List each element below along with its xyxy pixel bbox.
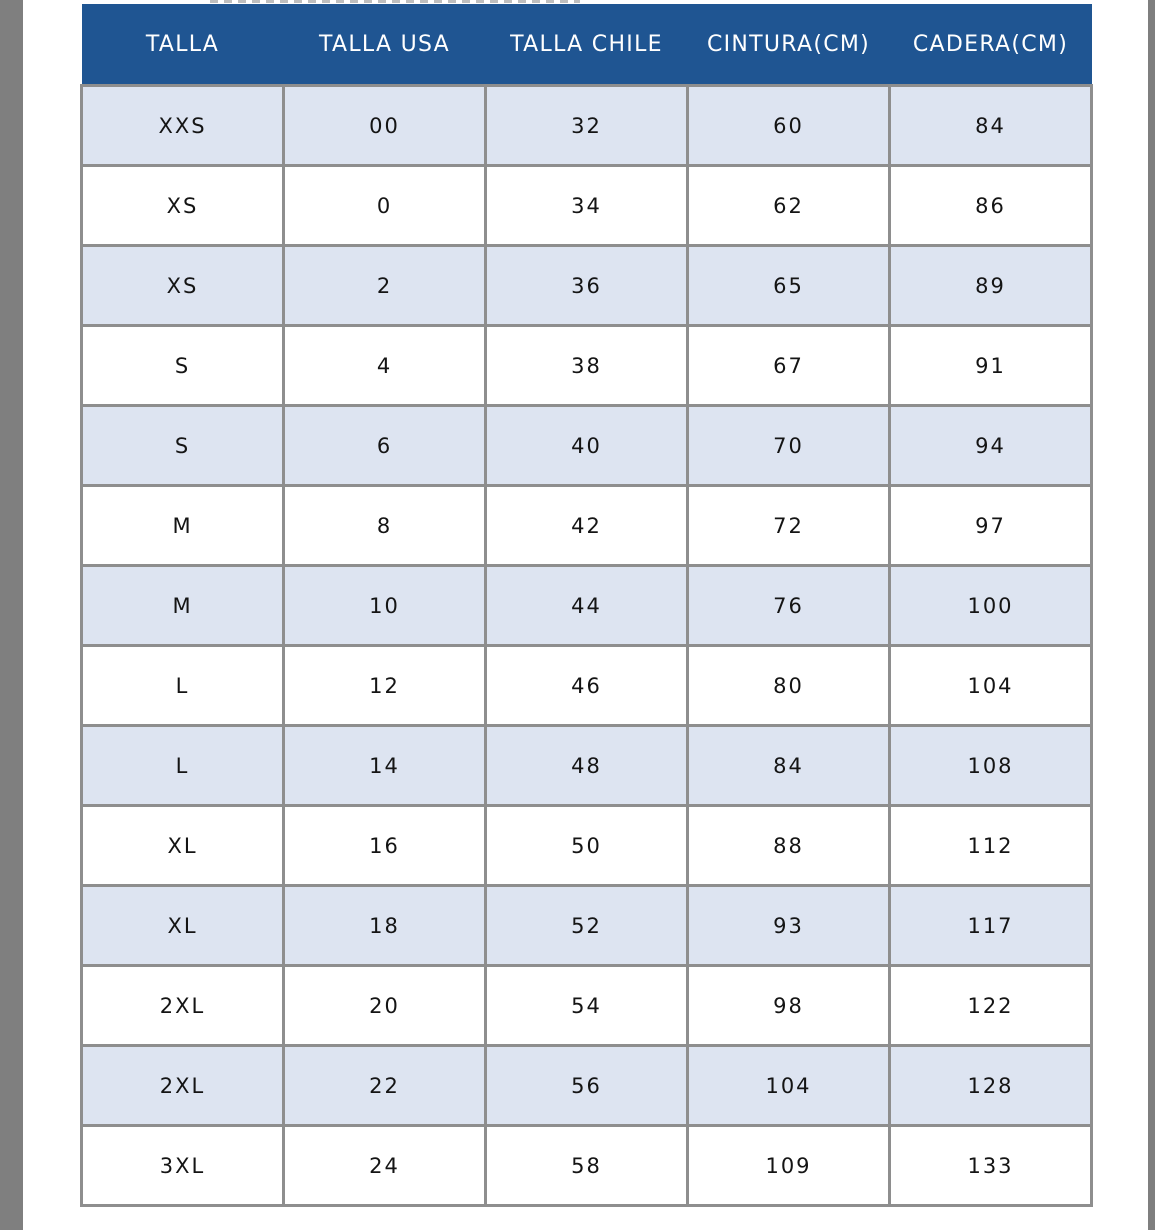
size-chart-header — [82, 4, 1092, 86]
cell-cintura: 60 — [688, 86, 890, 166]
cell-talla: M — [82, 486, 284, 566]
table-row — [82, 886, 1092, 966]
header-cintura: CINTURA(CM) — [688, 4, 890, 86]
cell-cadera: 86 — [890, 166, 1092, 246]
table-row — [82, 406, 1092, 486]
cell-cadera: 104 — [890, 646, 1092, 726]
cell-talla: S — [82, 326, 284, 406]
cell-cintura: 65 — [688, 246, 890, 326]
header-talla: TALLA — [82, 4, 284, 86]
size-chart-body — [82, 86, 1092, 1206]
cell-cintura: 88 — [688, 806, 890, 886]
cell-cintura: 67 — [688, 326, 890, 406]
cell-talla-chile: 40 — [486, 406, 688, 486]
table-row — [82, 726, 1092, 806]
cell-talla-chile: 58 — [486, 1126, 688, 1206]
cell-talla-chile: 54 — [486, 966, 688, 1046]
cell-talla-chile: 52 — [486, 886, 688, 966]
cell-talla-chile: 46 — [486, 646, 688, 726]
header-cadera: CADERA(CM) — [890, 4, 1092, 86]
size-chart-table — [80, 4, 1093, 1207]
cell-talla-usa: 8 — [284, 486, 486, 566]
cell-talla: M — [82, 566, 284, 646]
cell-cintura: 80 — [688, 646, 890, 726]
cell-cadera: 100 — [890, 566, 1092, 646]
cell-talla-chile: 38 — [486, 326, 688, 406]
cell-talla-usa: 16 — [284, 806, 486, 886]
table-row — [82, 966, 1092, 1046]
right-gray-frame — [1148, 0, 1155, 1230]
table-row — [82, 1126, 1092, 1206]
cell-cintura: 70 — [688, 406, 890, 486]
table-row — [82, 806, 1092, 886]
cell-talla: XS — [82, 166, 284, 246]
cell-cadera: 117 — [890, 886, 1092, 966]
cell-talla-usa: 12 — [284, 646, 486, 726]
cell-talla-usa: 4 — [284, 326, 486, 406]
cell-talla-usa: 6 — [284, 406, 486, 486]
table-row — [82, 1046, 1092, 1126]
cell-cintura: 104 — [688, 1046, 890, 1126]
cell-talla: XXS — [82, 86, 284, 166]
cell-talla-usa: 10 — [284, 566, 486, 646]
cell-talla-usa: 0 — [284, 166, 486, 246]
cell-cadera: 91 — [890, 326, 1092, 406]
table-row — [82, 566, 1092, 646]
cell-talla: XL — [82, 886, 284, 966]
cell-talla: XL — [82, 806, 284, 886]
cell-cadera: 89 — [890, 246, 1092, 326]
cell-cintura: 93 — [688, 886, 890, 966]
cell-talla: 2XL — [82, 1046, 284, 1126]
cell-cintura: 109 — [688, 1126, 890, 1206]
cell-talla: L — [82, 646, 284, 726]
cell-talla-usa: 00 — [284, 86, 486, 166]
cell-cadera: 133 — [890, 1126, 1092, 1206]
cell-cadera: 108 — [890, 726, 1092, 806]
left-gray-frame — [0, 0, 23, 1230]
cell-talla-chile: 32 — [486, 86, 688, 166]
table-row — [82, 646, 1092, 726]
cell-talla-chile: 44 — [486, 566, 688, 646]
cell-cintura: 98 — [688, 966, 890, 1046]
cell-talla: L — [82, 726, 284, 806]
cell-talla-chile: 48 — [486, 726, 688, 806]
cell-cadera: 94 — [890, 406, 1092, 486]
cell-talla-chile: 42 — [486, 486, 688, 566]
cell-talla-usa: 20 — [284, 966, 486, 1046]
cell-cadera: 128 — [890, 1046, 1092, 1126]
cell-cadera: 84 — [890, 86, 1092, 166]
cell-talla-chile: 36 — [486, 246, 688, 326]
cell-cintura: 84 — [688, 726, 890, 806]
cell-cadera: 112 — [890, 806, 1092, 886]
cell-cintura: 62 — [688, 166, 890, 246]
cell-cintura: 72 — [688, 486, 890, 566]
cell-talla-chile: 50 — [486, 806, 688, 886]
cell-talla: 3XL — [82, 1126, 284, 1206]
cell-talla-chile: 56 — [486, 1046, 688, 1126]
cell-cintura: 76 — [688, 566, 890, 646]
cell-cadera: 97 — [890, 486, 1092, 566]
header-talla-usa: TALLA USA — [284, 4, 486, 86]
cell-cadera: 122 — [890, 966, 1092, 1046]
table-row — [82, 486, 1092, 566]
clipped-text-remnant — [210, 0, 580, 3]
cell-talla-chile: 34 — [486, 166, 688, 246]
header-talla-chile: TALLA CHILE — [486, 4, 688, 86]
cell-talla-usa: 24 — [284, 1126, 486, 1206]
table-row — [82, 86, 1092, 166]
cell-talla-usa: 22 — [284, 1046, 486, 1126]
cell-talla: 2XL — [82, 966, 284, 1046]
table-row — [82, 246, 1092, 326]
cell-talla: XS — [82, 246, 284, 326]
cell-talla: S — [82, 406, 284, 486]
cell-talla-usa: 2 — [284, 246, 486, 326]
cell-talla-usa: 14 — [284, 726, 486, 806]
table-row — [82, 166, 1092, 246]
table-row — [82, 326, 1092, 406]
cell-talla-usa: 18 — [284, 886, 486, 966]
header-row — [82, 4, 1092, 86]
